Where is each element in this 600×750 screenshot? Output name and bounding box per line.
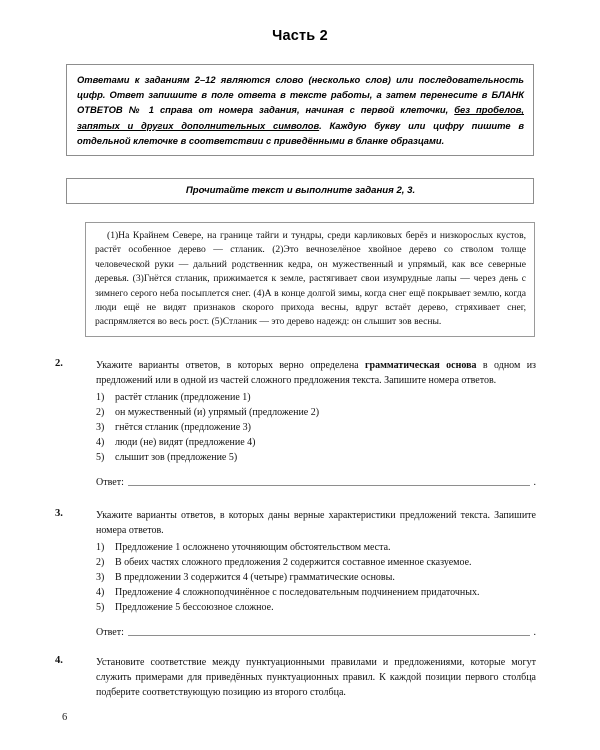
task-2-option-4[interactable] bbox=[96, 435, 536, 450]
task-3-answer-row bbox=[96, 626, 536, 638]
option-label: В обеих частях сложного предложения 2 содержится составное именное сказуемое. bbox=[115, 557, 472, 569]
task-2-number: 2. bbox=[55, 358, 63, 369]
task-2-answer-row bbox=[96, 476, 536, 488]
reading-passage-box bbox=[85, 222, 535, 337]
option-marker: 3) bbox=[96, 422, 105, 434]
task-3-stem: Укажите варианты ответов, в которых даны верные характеристики предложений текста. Запишите номера ответов. bbox=[96, 510, 536, 537]
option-label: Предложение 5 бессоюзное сложное. bbox=[115, 602, 274, 614]
option-marker: 5) bbox=[96, 602, 105, 614]
option-marker: 1) bbox=[96, 542, 105, 554]
task-4-stem: Установите соответствие между пунктуационными правилами и предложениями, которые могут служить примерами для приведённых пунктуационных правил. К каждой позиции первого столбца подберите соответствующую позицию из второго столбца. bbox=[96, 657, 536, 699]
task-2-options bbox=[96, 390, 536, 465]
option-marker: 2) bbox=[96, 407, 105, 419]
task-2-body bbox=[96, 358, 536, 488]
option-label: люди (не) видят (предложение 4) bbox=[115, 437, 256, 449]
option-marker: 4) bbox=[96, 437, 105, 449]
answer-rules-part1: Ответами к заданиям 2–12 являются слово (несколько слов) или последовательность цифр. Ответ запишите в поле ответа в тексте работы, а затем перенесите в БЛАНК ОТВЕТОВ № 1 справа от номера задания, начиная с первой клеточки, bbox=[77, 74, 524, 116]
task-2-option-1[interactable] bbox=[96, 390, 536, 405]
task-2 bbox=[0, 358, 600, 488]
task-3-answer-input[interactable] bbox=[128, 626, 530, 636]
reading-passage-text: (1)На Крайнем Севере, на границе тайги и тундры, среди карликовых берёз и низкорослых кустов, растёт особенное дерево — стланик. (2)Это вечнозелёное хвойное дерево со стволом толще человеческой руки — дальний родственник кедра, он мужественный и упрямый, как все северные деревья. (3)Гнётся стланик, прижимается к земле, растягивает свои изумрудные лапы — через день с зимнего серого неба посыплется снег. (4)А в конце долгой зимы, когда снег ещё покрывает землю, когда люди ещё не видят признаков скорого прихода весны, вдруг встаёт дерево, стряхивает снег, распрямляется во весь рост. (5)Стланик — это дерево надежд: он слышит зов весны. bbox=[95, 230, 526, 328]
task-3 bbox=[0, 508, 600, 638]
answer-rules-part2: . Каждую букву или цифру пишите в отдельной клеточке в соответствии с приведёнными в бланке образцами. bbox=[77, 119, 524, 146]
task-2-option-2[interactable] bbox=[96, 405, 536, 420]
task-2-answer-terminator: . bbox=[533, 477, 536, 489]
task-3-option-3[interactable] bbox=[96, 570, 536, 585]
task-2-answer-input[interactable] bbox=[128, 476, 530, 486]
option-marker: 4) bbox=[96, 587, 105, 599]
option-marker: 3) bbox=[96, 572, 105, 584]
option-label: он мужественный (и) упрямый (предложение 2) bbox=[115, 407, 320, 419]
task-3-options bbox=[96, 540, 536, 615]
task-2-stem-emphasis: грамматическая основа bbox=[365, 360, 477, 371]
task-2-stem-part1: Укажите варианты ответов, в которых верно определена bbox=[96, 360, 366, 371]
answer-rules-underlined: без пробелов, запятых и других дополнительных символов bbox=[77, 104, 525, 131]
task-4-number: 4. bbox=[55, 655, 63, 666]
page-title: Часть 2 bbox=[272, 28, 328, 44]
page-number: 6 bbox=[62, 712, 68, 723]
option-marker: 1) bbox=[96, 392, 105, 404]
option-label: Предложение 1 осложнено уточняющим обстоятельством места. bbox=[115, 542, 391, 554]
task-3-answer-label: Ответ: bbox=[96, 627, 124, 639]
task-2-option-5[interactable] bbox=[96, 450, 536, 465]
option-label: гнётся стланик (предложение 3) bbox=[115, 422, 251, 434]
option-marker: 5) bbox=[96, 452, 105, 464]
option-marker: 2) bbox=[96, 557, 105, 569]
task-3-option-4[interactable] bbox=[96, 585, 536, 600]
option-label: В предложении 3 содержится 4 (четыре) грамматические основы. bbox=[115, 572, 395, 584]
answer-rules-box bbox=[66, 64, 534, 156]
option-label: растёт стланик (предложение 1) bbox=[115, 392, 251, 404]
task-3-number: 3. bbox=[55, 508, 63, 519]
option-label: Предложение 4 сложноподчинённое с последовательным подчинением придаточных. bbox=[115, 587, 480, 599]
task-3-option-2[interactable] bbox=[96, 555, 536, 570]
answer-rules-text bbox=[77, 72, 524, 148]
task-3-option-5[interactable] bbox=[96, 600, 536, 615]
read-text-instruction: Прочитайте текст и выполните задания 2, 3. bbox=[185, 185, 416, 196]
task-2-answer-label: Ответ: bbox=[96, 477, 124, 489]
task-3-answer-terminator: . bbox=[533, 627, 536, 639]
task-4-body bbox=[96, 655, 536, 701]
task-4 bbox=[0, 655, 600, 701]
option-label: слышит зов (предложение 5) bbox=[115, 452, 238, 464]
task-2-stem bbox=[96, 358, 536, 388]
task-3-option-1[interactable] bbox=[96, 540, 536, 555]
read-text-instruction-box bbox=[66, 178, 534, 204]
task-2-stem-part2: в одном из предложений или в одной из частей сложного предложения текста. Запишите номера ответов. bbox=[96, 360, 537, 387]
task-3-body bbox=[96, 508, 536, 638]
task-2-option-3[interactable] bbox=[96, 420, 536, 435]
